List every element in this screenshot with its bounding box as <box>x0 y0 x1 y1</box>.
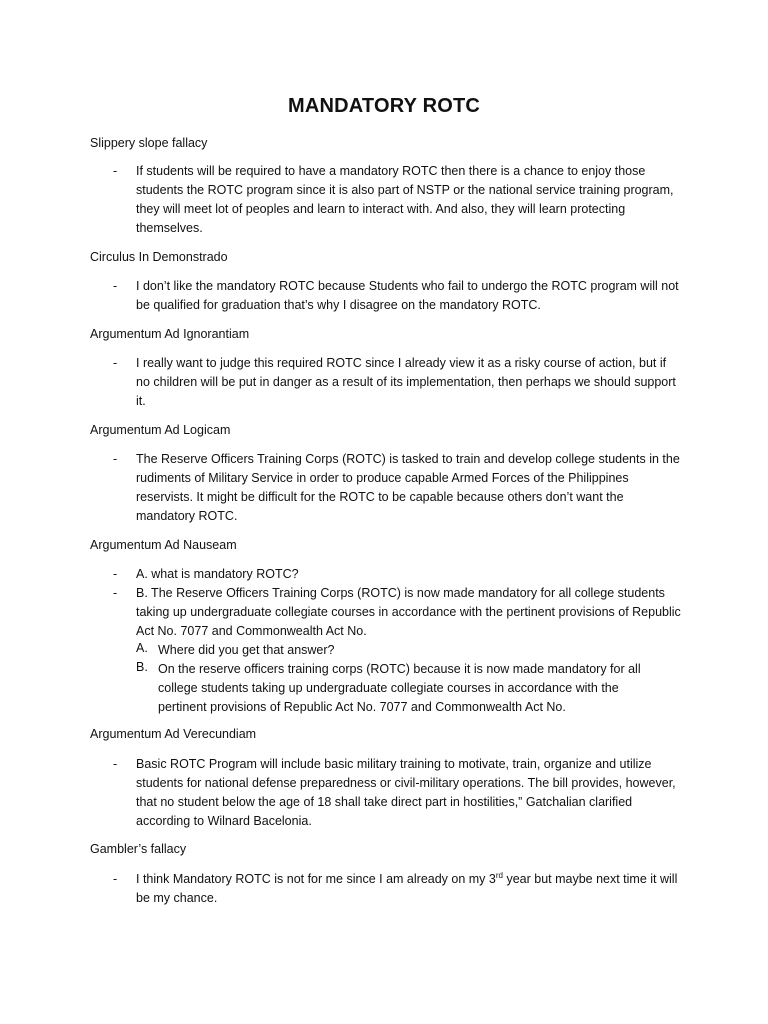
section-heading: Argumentum Ad Nauseam <box>90 538 237 552</box>
section-paragraph: The Reserve Officers Training Corps (ROTC) is tasked to train and develop college students in the rudiments of Military Service in order to produce capable Armed Forces of the Philippines reservists. It might be difficult for the ROTC to be capable because others don’t want the mandatory ROTC. <box>136 452 680 523</box>
section-heading: Argumentum Ad Logicam <box>90 423 231 437</box>
bullet-dash: - <box>113 164 118 178</box>
paragraph-text: year but maybe next time it will be my chance. <box>136 872 678 905</box>
document-title: MANDATORY ROTC <box>287 95 481 117</box>
paragraph-text: I think Mandatory ROTC is not for me since I am already on my 3 <box>136 872 496 886</box>
section-heading: Gambler’s fallacy <box>90 842 187 856</box>
section-paragraph: If students will be required to have a mandatory ROTC then there is a chance to enjoy those students the ROTC program since it is also part of NSTP or the national service training program, they will meet lot of peoples and learn to interact with. And also, they will learn protecting themselves. <box>136 164 674 235</box>
section-paragraph: B. The Reserve Officers Training Corps (ROTC) is now made mandatory for all college students taking up undergraduate collegiate courses in accordance with the pertinent provisions of Republic Act No. 7077 and Commonwealth Act No. <box>136 586 681 638</box>
sub-item-text: On the reserve officers training corps (ROTC) because it is now made mandatory for all college students taking up undergraduate collegiate courses in accordance with the pertinent provisions of Republic Act No. 7077 and Commonwealth Act No. <box>158 662 641 714</box>
section-heading: Argumentum Ad Ignorantiam <box>90 327 250 341</box>
bullet-dash: - <box>113 452 118 466</box>
bullet-dash: - <box>113 872 118 886</box>
sub-item-text: Where did you get that answer? <box>158 643 335 657</box>
sub-item-letter: A. <box>136 641 148 655</box>
ordinal-superscript: rd <box>495 870 503 880</box>
bullet-dash: - <box>113 279 118 293</box>
section-paragraph: I really want to judge this required ROTC since I already view it as a risky course of action, but if no children will be put in danger as a result of its implementation, then perhaps we should support it. <box>136 356 676 408</box>
sub-item-letter: B. <box>136 660 148 674</box>
section-heading: Argumentum Ad Verecundiam <box>90 727 257 741</box>
bullet-dash: - <box>113 567 118 581</box>
bullet-dash: - <box>113 356 118 370</box>
section-paragraph: Basic ROTC Program will include basic military training to motivate, train, organize and utilize students for national defense preparedness or civil-military operations. The bill provides, however, that no student below the age of 18 shall take direct part in hostilities,” Gatchalian clarified according to Wilnard Bacelonia. <box>136 757 676 828</box>
section-heading: Slippery slope fallacy <box>90 136 208 150</box>
section-paragraph: A. what is mandatory ROTC? <box>136 567 299 581</box>
section-paragraph <box>136 870 681 908</box>
bullet-dash: - <box>113 586 118 600</box>
section-heading: Circulus In Demonstrado <box>90 250 228 264</box>
bullet-dash: - <box>113 757 118 771</box>
section-paragraph: I don’t like the mandatory ROTC because Students who fail to undergo the ROTC program will not be qualified for graduation that’s why I disagree on the mandatory ROTC. <box>136 279 679 312</box>
